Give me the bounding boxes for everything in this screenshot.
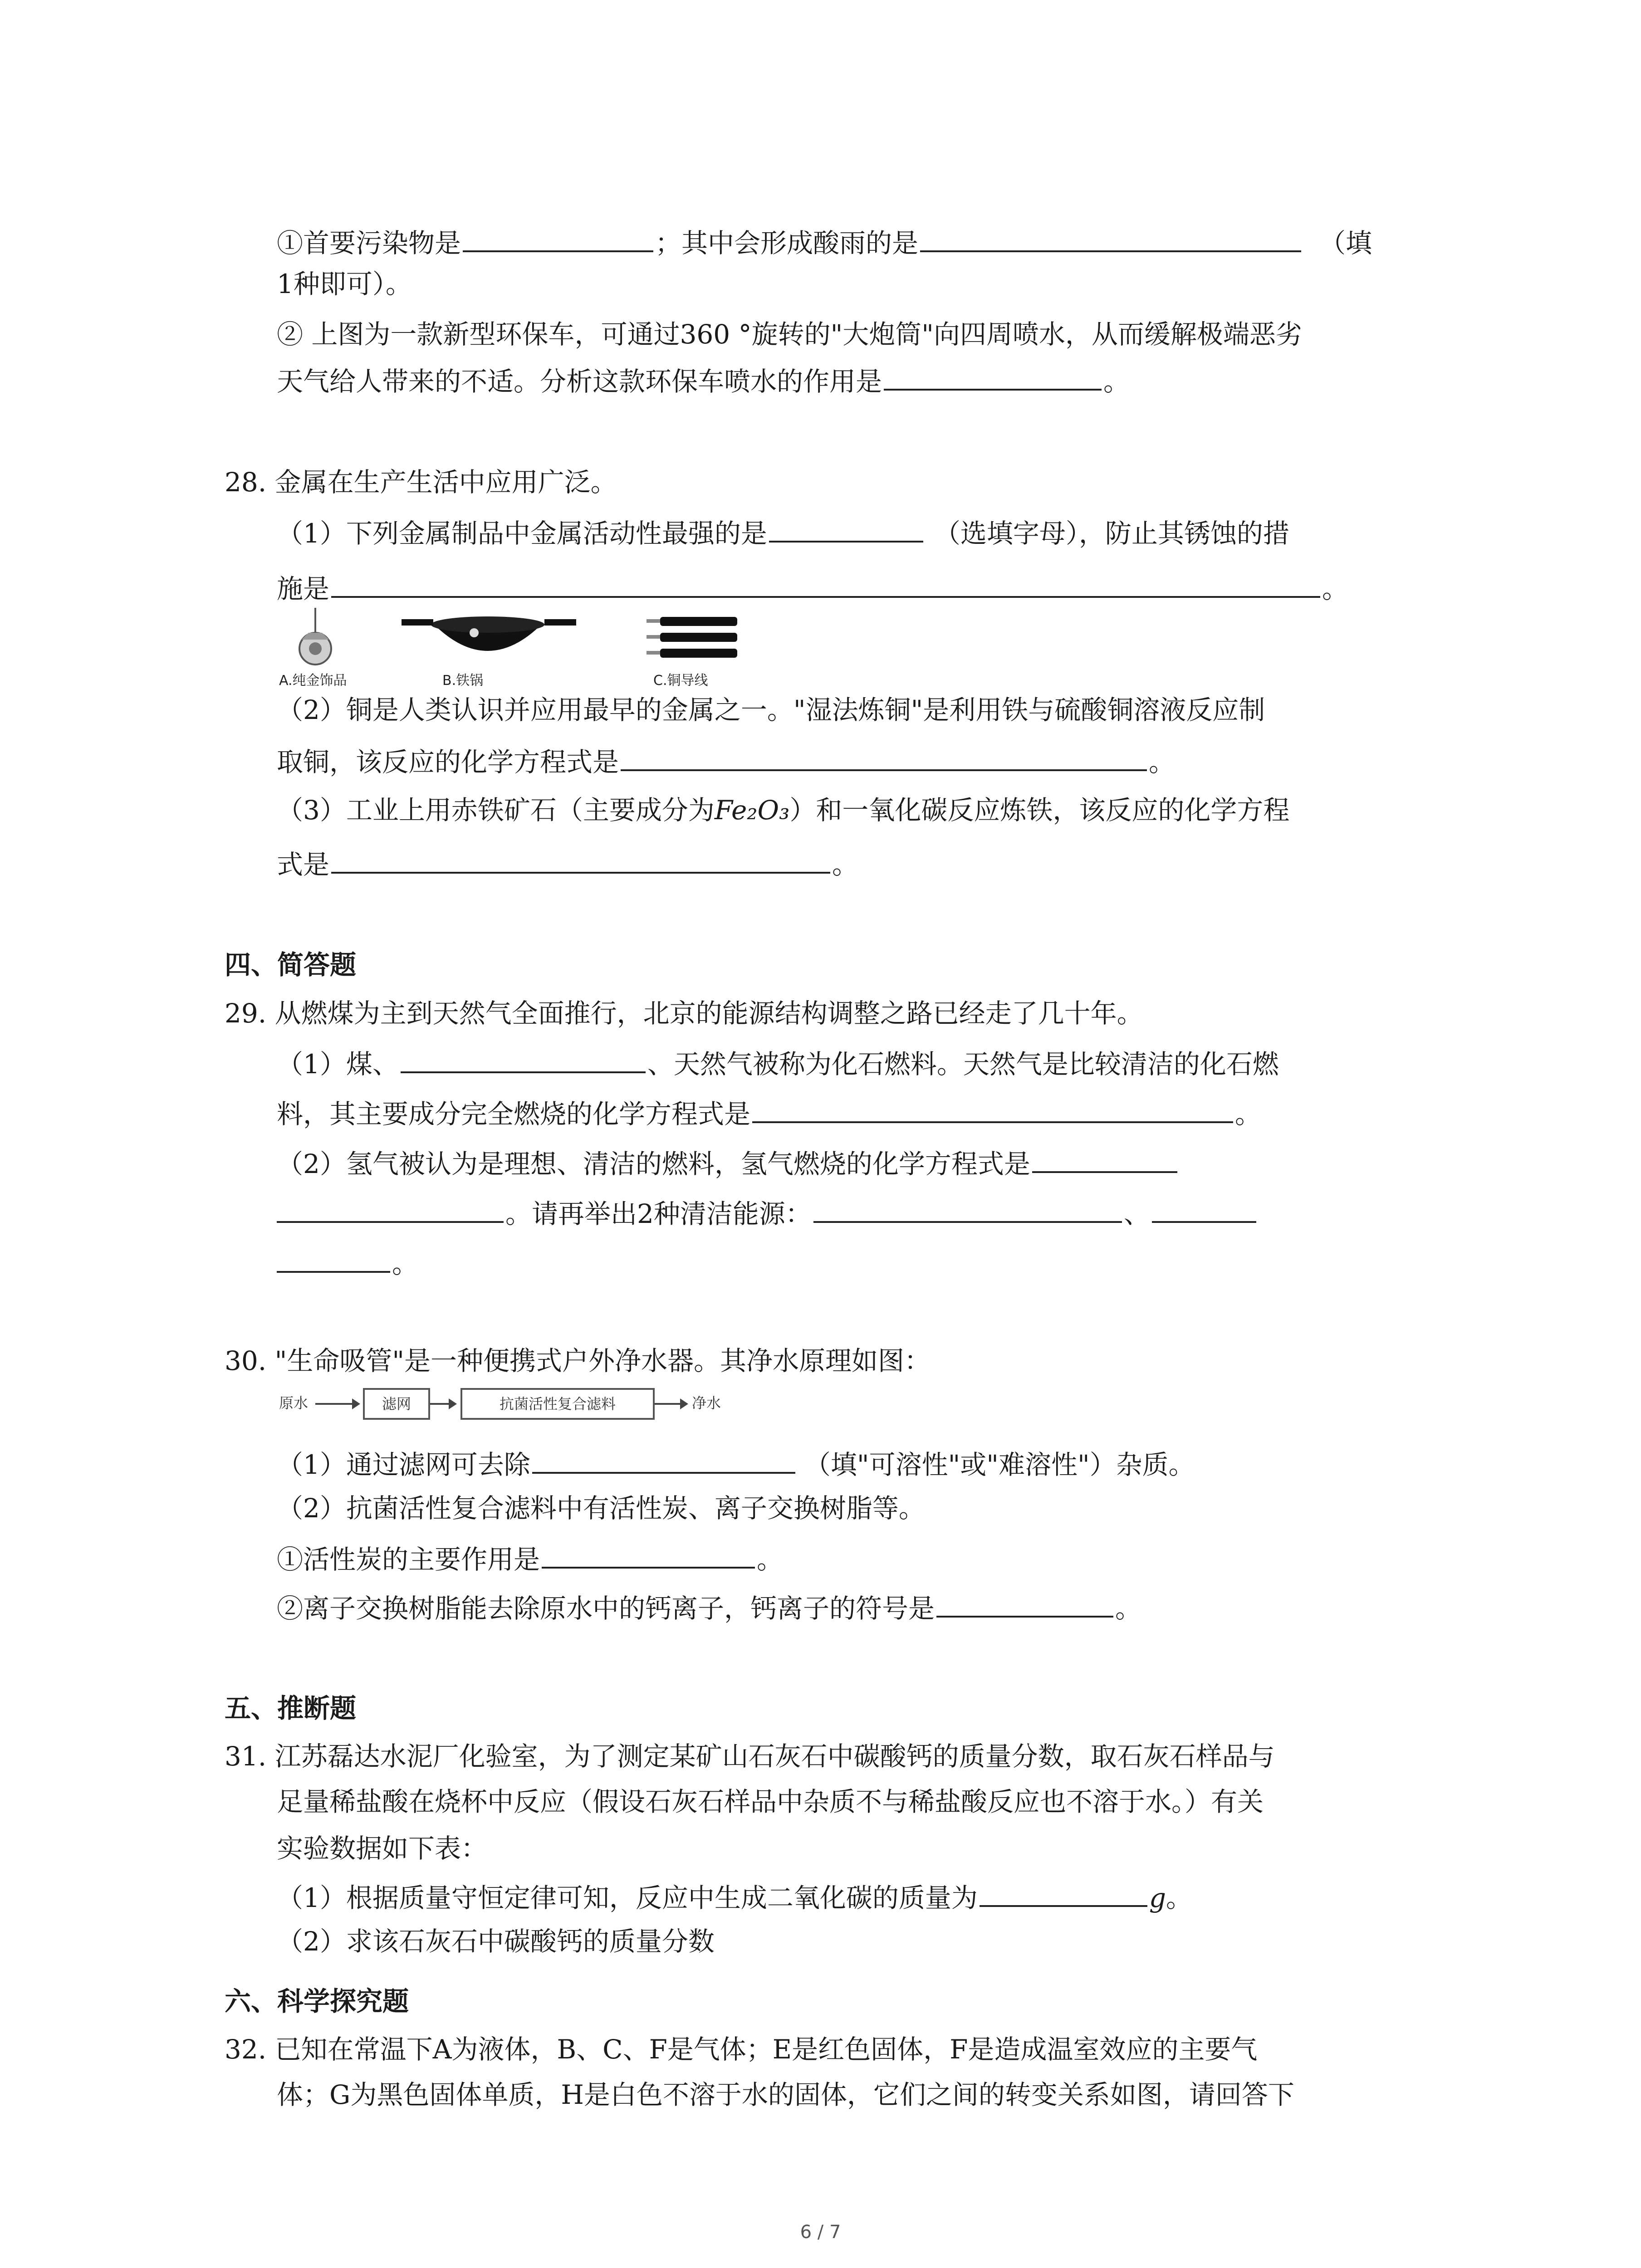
- q31-unit: g: [1149, 1882, 1166, 1913]
- section-heading-short-answer: 四、简答题: [225, 949, 357, 980]
- q31-text: 。: [1166, 1882, 1193, 1913]
- q29-part1-line-1: [277, 1043, 1279, 1082]
- section-heading-inquiry: 六、科学探究题: [225, 1986, 409, 2017]
- q29-text: 、天然气被称为化石燃料。天然气是比较清洁的化石燃: [647, 1049, 1279, 1080]
- q27-blank-acid-rain[interactable]: [920, 222, 1301, 252]
- flow-raw-water: 原水: [279, 1394, 309, 1412]
- q27-line-2: 1种即可）。: [277, 269, 412, 299]
- q30-text: （1）通过滤网可去除: [277, 1449, 530, 1480]
- q29-blank-hydrogen-equation-b[interactable]: [277, 1193, 504, 1223]
- flow-clean-water: 净水: [692, 1394, 721, 1412]
- q27-blank-pollutant[interactable]: [463, 222, 653, 252]
- q30-text: 。: [757, 1544, 784, 1575]
- q29-blank-methane-equation[interactable]: [752, 1093, 1233, 1123]
- q28-text: （选填字母），防止其锈蚀的措: [934, 518, 1289, 549]
- q29-text: 料，其主要成分完全燃烧的化学方程式是: [277, 1099, 751, 1129]
- q29-blank-clean-energy-2a[interactable]: [1152, 1193, 1256, 1223]
- q29-text: （2）氢气被认为是理想、清洁的燃料，氢气燃烧的化学方程式是: [277, 1149, 1030, 1179]
- q29-part2-line-2: [277, 1193, 1258, 1232]
- q31-blank-co2-mass[interactable]: [980, 1877, 1147, 1907]
- q30-text: （填"可溶性"或"难溶性"）杂质。: [804, 1449, 1195, 1480]
- q28-text: （3）工业上用赤铁矿石（主要成分为: [277, 795, 715, 826]
- q27-text: ；其中会形成酸雨的是: [655, 228, 919, 259]
- q28-part2-line-2: [277, 741, 1175, 780]
- q31-text: （1）根据质量守恒定律可知，反应中生成二氧化碳的质量为: [277, 1882, 978, 1913]
- q30-text: 。: [1115, 1593, 1142, 1624]
- q27-text: 天气给人带来的不适。分析这款环保车喷水的作用是: [277, 366, 882, 397]
- q28-blank-rust-prevention[interactable]: [331, 568, 1320, 598]
- q27-text: 。: [1103, 366, 1130, 397]
- q28-text: 取铜，该反应的化学方程式是: [277, 747, 619, 777]
- q30-stem: 30. "生命吸管"是一种便携式户外净水器。其净水原理如图：: [225, 1345, 931, 1376]
- q28-part1-line-1: [277, 513, 1289, 552]
- q28-text: 。: [1149, 747, 1176, 777]
- flow-arrow-2: [430, 1403, 455, 1405]
- metal-products-figure: [279, 606, 778, 674]
- q31-line-1: 31. 江苏磊达水泥厂化验室，为了测定某矿山石灰石中碳酸钙的质量分数，取石灰石样品与: [225, 1741, 1275, 1772]
- q27-line-4: [277, 361, 1130, 400]
- q28-text: （1）下列金属制品中金属活动性最强的是: [277, 518, 767, 549]
- q28-part3-line-1: [277, 792, 1289, 828]
- q28-blank-most-active[interactable]: [769, 513, 923, 543]
- q29-text: 、: [1123, 1198, 1150, 1229]
- q27-blank-spray-effect[interactable]: [884, 361, 1102, 391]
- formula-fe2o3: Fe₂O₃: [714, 795, 790, 826]
- q28-part3-line-2: [277, 844, 858, 883]
- q32-line-2: 体；G为黑色固体单质，H是白色不溶于水的固体，它们之间的转变关系如图，请回答下: [277, 2079, 1294, 2110]
- q28-part2-line-1: （2）铜是人类认识并应用最早的金属之一。"湿法炼铜"是利用铁与硫酸铜溶液反应制: [277, 694, 1265, 725]
- q30-text: ②离子交换树脂能去除原水中的钙离子，钙离子的符号是: [277, 1593, 935, 1624]
- q29-part2-line-3: [277, 1243, 418, 1282]
- q27-line-3: ② 上图为一款新型环保车，可通过360 °旋转的"大炮筒"向四周喷水，从而缓解极端恶劣: [277, 319, 1302, 350]
- q29-blank-fossil-fuel[interactable]: [401, 1043, 646, 1073]
- q29-stem: 29. 从燃煤为主到天然气全面推行，北京的能源结构调整之路已经走了几十年。: [225, 998, 1143, 1029]
- q27-line-1: [277, 222, 1372, 261]
- q28-text: 。: [1322, 573, 1349, 604]
- q29-text: 。: [1235, 1099, 1262, 1129]
- q30-part3: [277, 1539, 783, 1578]
- gold-jewelry-icon: [299, 608, 331, 665]
- q29-blank-hydrogen-equation-a[interactable]: [1032, 1143, 1177, 1173]
- q28-text: 。: [832, 849, 859, 880]
- q29-blank-clean-energy-1[interactable]: [813, 1193, 1122, 1223]
- q31-line-2: 足量稀盐酸在烧杯中反应（假设石灰石样品中杂质不与稀盐酸反应也不溶于水。）有关: [277, 1786, 1264, 1817]
- q30-blank-calcium-ion[interactable]: [936, 1588, 1113, 1618]
- q31-line-3: 实验数据如下表：: [277, 1833, 488, 1864]
- q30-text: ①活性炭的主要作用是: [277, 1544, 540, 1575]
- q29-text: 。请再举出2种清洁能源：: [505, 1198, 812, 1229]
- q30-part2: （2）抗菌活性复合滤料中有活性炭、离子交换树脂等。: [277, 1493, 925, 1524]
- q28-part1-line-2: [277, 568, 1348, 607]
- q28-stem: 28. 金属在生产生活中应用广泛。: [225, 467, 617, 498]
- iron-wok-icon: [402, 616, 576, 651]
- q31-part1: [277, 1877, 1192, 1916]
- flow-composite-filter: 抗菌活性复合滤料: [460, 1388, 655, 1420]
- q30-blank-impurity[interactable]: [532, 1444, 795, 1474]
- q27-text: ①首要污染物是: [277, 228, 461, 259]
- q30-part4: [277, 1588, 1141, 1627]
- q30-blank-activated-carbon[interactable]: [542, 1539, 755, 1569]
- q31-part2: （2）求该石灰石中碳酸钙的质量分数: [277, 1926, 715, 1957]
- flow-filter-mesh: 滤网: [363, 1388, 430, 1420]
- label-copper-wire: C.铜导线: [653, 673, 708, 689]
- q28-text: 式是: [277, 849, 330, 880]
- q32-line-1: 32. 已知在常温下A为液体，B、C、F是气体；E是红色固体，F是造成温室效应的主要气: [225, 2034, 1258, 2065]
- flow-arrow-3: [655, 1403, 686, 1405]
- q29-part1-line-2: [277, 1093, 1261, 1132]
- q30-part1: [277, 1444, 1195, 1483]
- section-heading-inference: 五、推断题: [225, 1693, 357, 1724]
- q27-text: （填: [1319, 228, 1372, 259]
- q28-blank-iron-equation[interactable]: [331, 844, 830, 874]
- q29-blank-clean-energy-2b[interactable]: [277, 1243, 390, 1273]
- q29-part2-line-1: [277, 1143, 1179, 1182]
- q28-blank-copper-equation[interactable]: [621, 741, 1147, 771]
- page-number: 6 / 7: [800, 2222, 841, 2243]
- label-iron-wok: B.铁锅: [442, 673, 484, 689]
- q28-text: ）和一氧化碳反应炼铁，该反应的化学方程: [789, 795, 1290, 826]
- flow-arrow-1: [315, 1403, 358, 1405]
- q29-text: （1）煤、: [277, 1049, 399, 1080]
- label-gold-jewelry: A.纯金饰品: [279, 673, 347, 689]
- copper-wire-icon: [647, 617, 737, 658]
- q28-text: 施是: [277, 573, 330, 604]
- q29-text: 。: [392, 1248, 419, 1279]
